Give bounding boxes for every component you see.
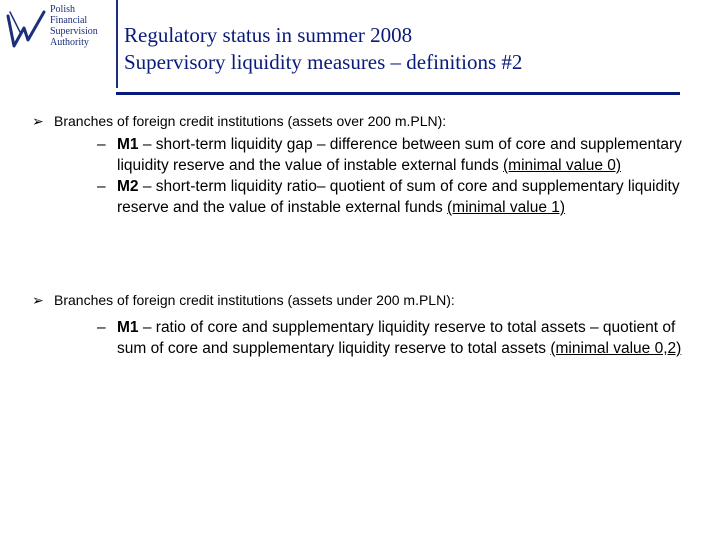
minimal-value-note: (minimal value 0) [503, 157, 622, 174]
header-vertical-divider [116, 0, 118, 88]
header-horizontal-divider [116, 92, 680, 95]
section-heading: Branches of foreign credit institutions (assets over 200 m.PLN): [54, 113, 447, 129]
minimal-value-note: (minimal value 0,2) [550, 340, 682, 357]
arrow-bullet-icon: ➢ [32, 113, 44, 129]
measure-label: M1 [117, 136, 139, 153]
knf-logo-mark-icon [4, 6, 48, 50]
definition-body: – short-term liquidity gap – difference between sum of core and supplementary liquidity reserve and the value of instable external funds [117, 136, 682, 174]
section-heading: Branches of foreign credit institutions (assets under 200 m.PLN): [54, 292, 455, 308]
logo-line: Financial [50, 15, 88, 26]
slide-title [124, 22, 714, 76]
logo-line: Polish [50, 4, 76, 15]
definition-body: – short-term liquidity ratio– quotient of sum of core and supplementary liquidity reserve and the value of instable external funds [117, 178, 680, 216]
slide-title-line-1: Regulatory status in summer 2008 [124, 23, 413, 47]
definition-item-m2 [97, 176, 697, 218]
dash-bullet: – [97, 136, 106, 153]
measure-label: M2 [117, 178, 139, 195]
minimal-value-note: (minimal value 1) [447, 199, 566, 216]
section-assets-under-200 [32, 292, 712, 359]
definition-text [97, 317, 697, 359]
section-heading-row [32, 292, 712, 309]
definition-body: – ratio of core and supplementary liquidity reserve to total assets – quotient of sum of core and supplementary liquidity reserve to total assets [117, 319, 676, 357]
logo-line: Supervision [50, 26, 98, 37]
dash-bullet: – [97, 319, 106, 336]
definition-text [97, 176, 697, 218]
slide-title-line-2: Supervisory liquidity measures – definitions #2 [124, 50, 523, 74]
section-assets-over-200 [32, 113, 712, 218]
definition-text [97, 134, 697, 176]
logo-text [50, 4, 118, 48]
logo-line: Authority [50, 37, 89, 48]
definition-item-m1 [97, 134, 697, 176]
dash-bullet: – [97, 178, 106, 195]
definition-item-m1 [97, 317, 697, 359]
logo [4, 2, 116, 72]
section-heading-row [32, 113, 712, 130]
measure-label: M1 [117, 319, 139, 336]
arrow-bullet-icon: ➢ [32, 292, 44, 308]
